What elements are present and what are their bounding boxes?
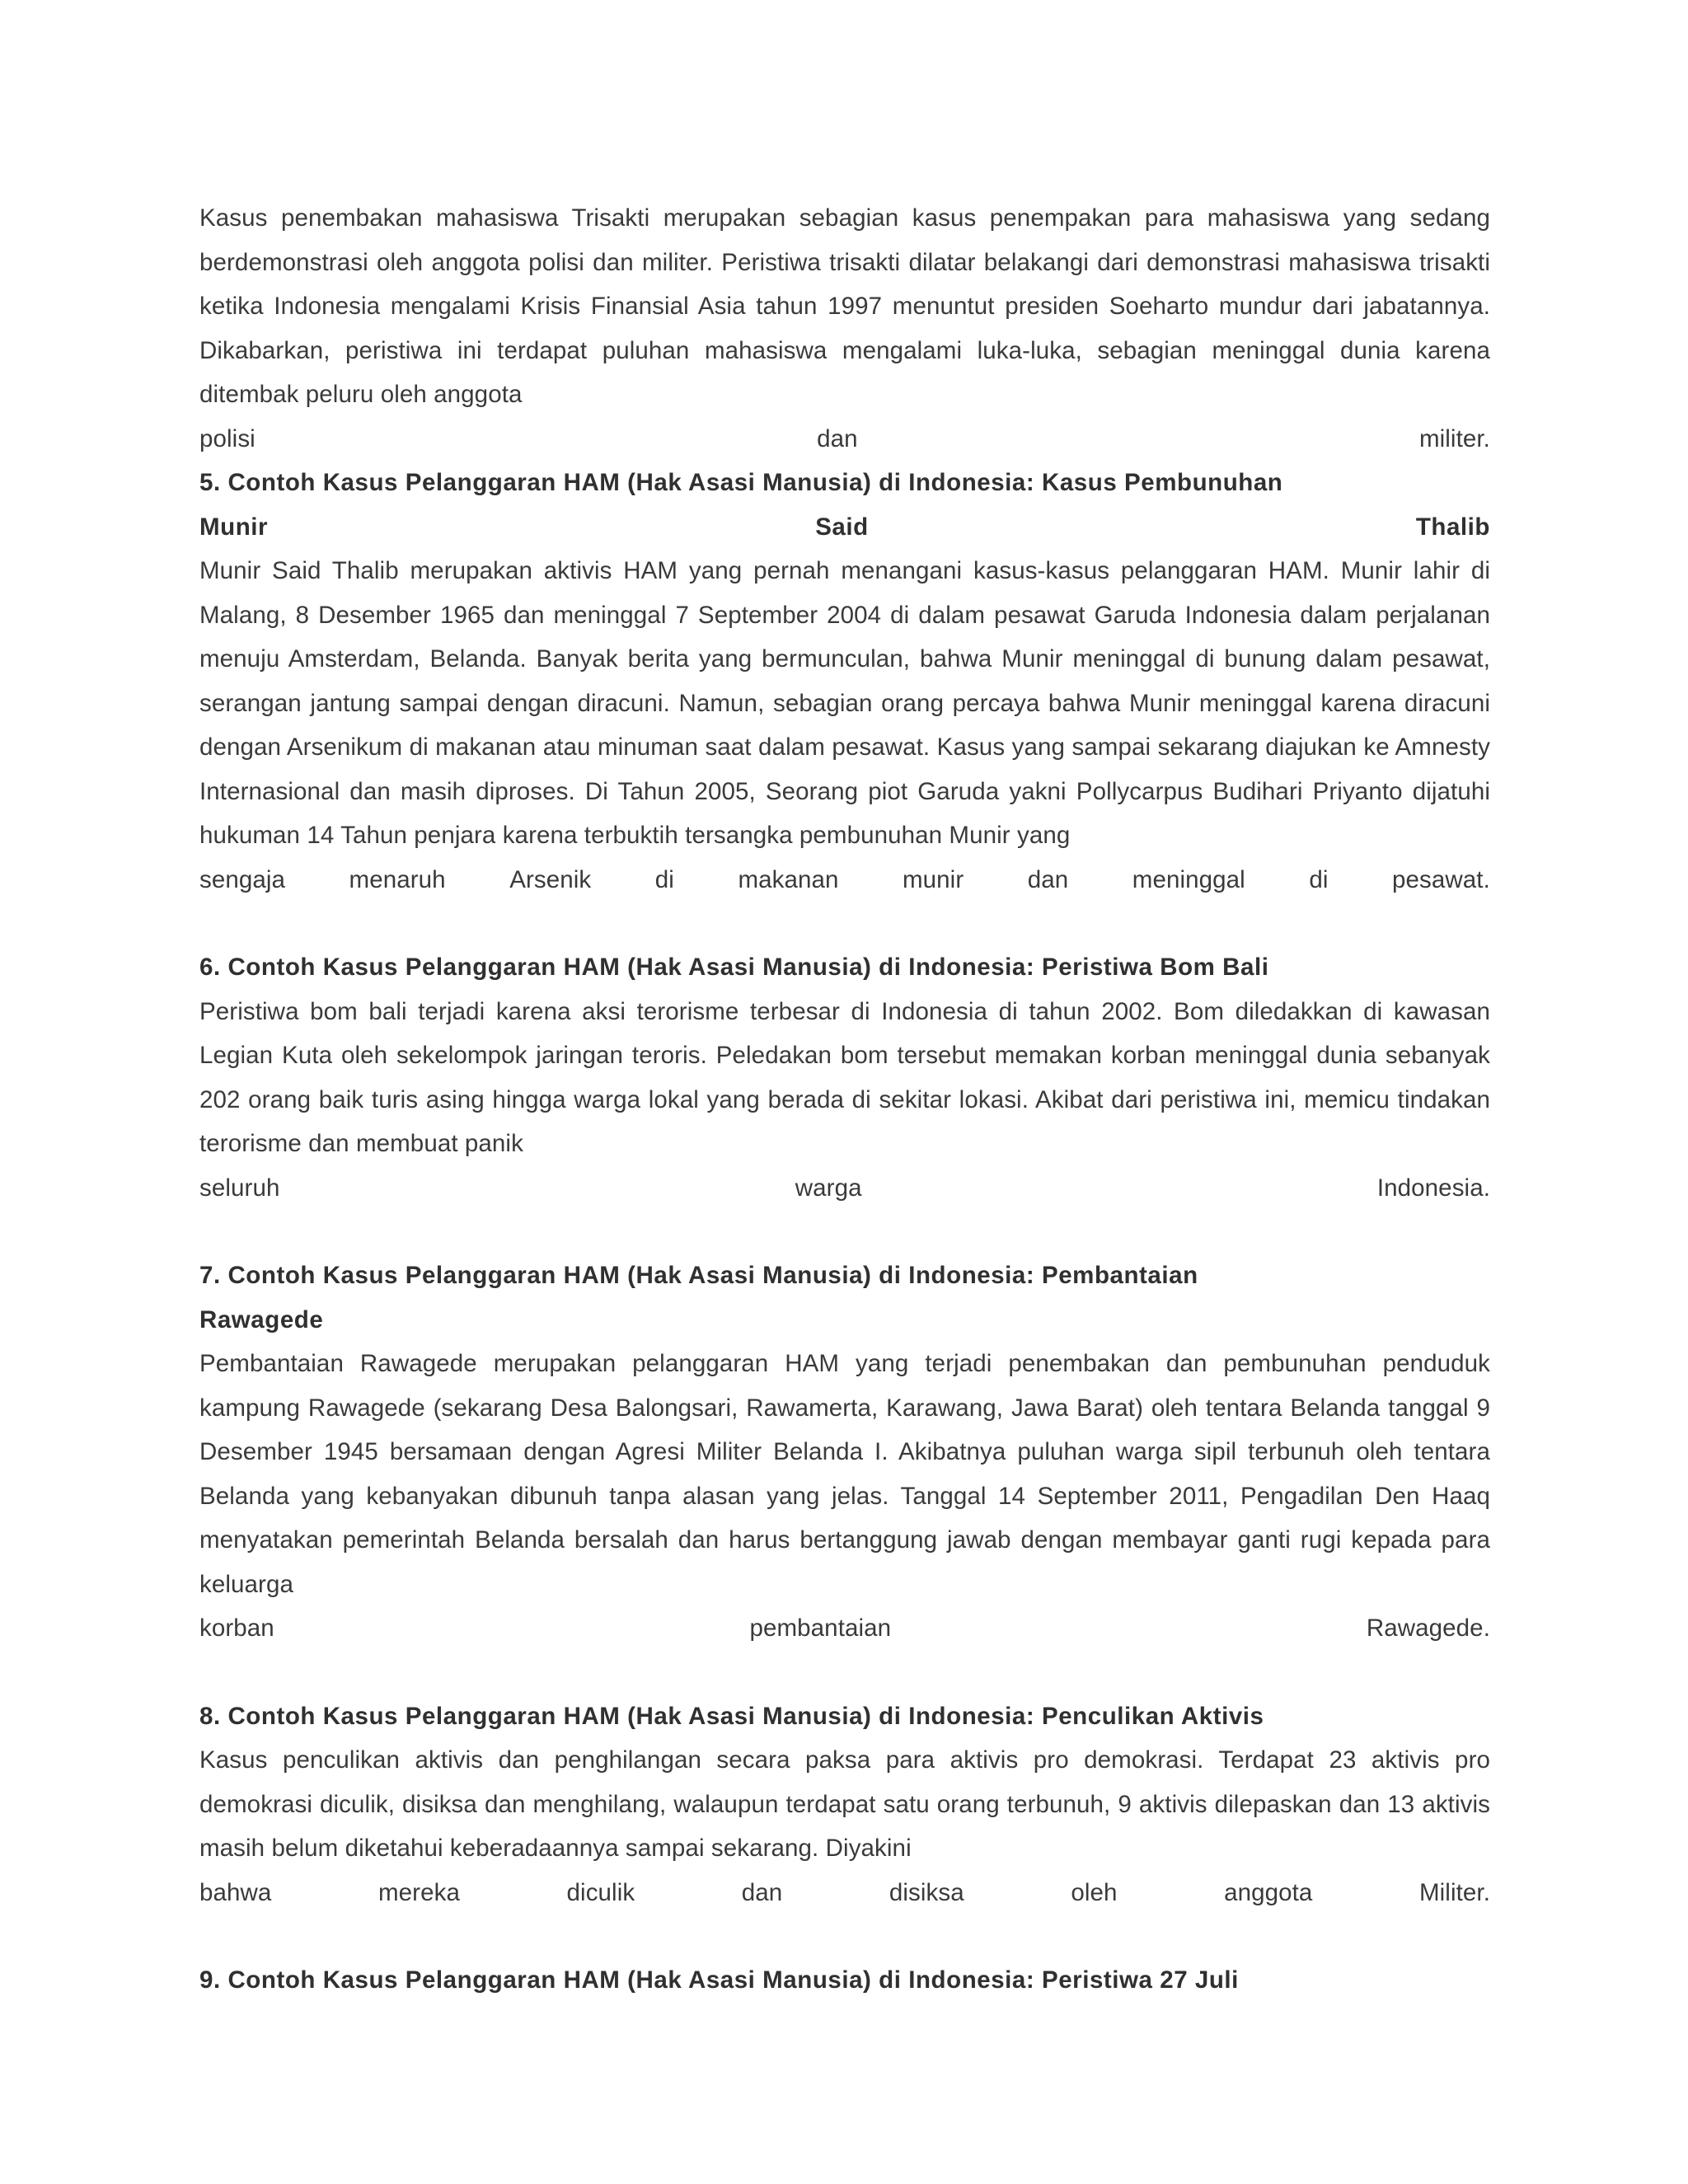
last-line-word: dan [1027, 865, 1069, 893]
block-spacer [199, 1651, 1490, 1694]
last-line-word: di [1309, 865, 1329, 893]
paragraph-penculikan-aktivis [199, 1738, 1490, 1915]
last-line-word: dan [817, 424, 858, 452]
heading-case-5-munir [199, 461, 1490, 549]
paragraph-munir [199, 549, 1490, 902]
last-line-word: warga [795, 1174, 862, 1202]
document-body [199, 196, 1490, 2003]
heading-case-8-line1: 8. Contoh Kasus Pelanggaran HAM (Hak Asasi Manusia) di Indonesia: Penculikan Aktivis [199, 1702, 1264, 1730]
last-line-word: anggota [1224, 1878, 1313, 1906]
heading-case-6-line1: 6. Contoh Kasus Pelanggaran HAM (Hak Asasi Manusia) di Indonesia: Peristiwa Bom Bali [199, 954, 1269, 981]
paragraph-bom-bali-text: Peristiwa bom bali terjadi karena aksi terorisme terbesar di Indonesia di tahun 2002. Bom diledakkan di kawasan Legian Kuta oleh sekelompok jaringan teroris. Peledakan bom tersebut memakan korban meninggal dunia sebanyak 202 orang baik turis asing hingga warga lokal yang berada di sekitar lokasi. Akibat dari peristiwa ini, memicu tindakan terorisme dan membuat panik [199, 997, 1490, 1157]
heading-case-8-penculikan-aktivis [199, 1694, 1490, 1739]
paragraph-bom-bali-last-line [199, 1166, 1490, 1211]
heading-case-9-peristiwa-27-juli [199, 1958, 1490, 2003]
last-line-word: sengaja [199, 865, 286, 893]
heading-case-5-last-line [199, 505, 1490, 550]
last-line-word: menaruh [349, 865, 446, 893]
last-line-word: bahwa [199, 1878, 272, 1906]
last-line-word: di [654, 865, 674, 893]
paragraph-bom-bali [199, 990, 1490, 1211]
paragraph-rawagede-text: Pembantaian Rawagede merupakan pelanggaran HAM yang terjadi penembakan dan pembunuhan penduduk kampung Rawagede (sekarang Desa Balongsari, Rawamerta, Karawang, Jawa Barat) oleh tentara Belanda tanggal 9 Desember 1945 bersamaan dengan Agresi Militer Belanda I. Akibatnya puluhan warga sipil terbunuh oleh tentara Belanda yang kebanyakan dibunuh tanpa alasan yang jelas. Tanggal 14 September 2011, Pengadilan Den Haaq menyatakan pemerintah Belanda bersalah dan harus bertanggung jawab dengan membayar ganti rugi kepada para keluarga [199, 1350, 1490, 1598]
last-line-word: Arsenik [509, 865, 592, 893]
last-line-word: Indonesia. [1376, 1174, 1490, 1202]
paragraph-rawagede [199, 1342, 1490, 1651]
last-line-word: diculik [566, 1878, 635, 1906]
last-line-word: mereka [378, 1878, 460, 1906]
paragraph-rawagede-last-line [199, 1606, 1490, 1651]
paragraph-trisakti [199, 196, 1490, 461]
last-line-word: Munir [199, 513, 269, 541]
block-spacer [199, 902, 1490, 945]
heading-case-9-line1: 9. Contoh Kasus Pelanggaran HAM (Hak Asasi Manusia) di Indonesia: Peristiwa 27 Juli [199, 1966, 1239, 1994]
block-spacer [199, 1915, 1490, 1958]
last-line-word: korban [199, 1615, 274, 1642]
heading-case-7-rawagede [199, 1254, 1490, 1342]
paragraph-trisakti-last-line [199, 417, 1490, 462]
heading-case-7-line2: Rawagede [199, 1305, 324, 1333]
paragraph-penculikan-last-line [199, 1871, 1490, 1915]
last-line-word: seluruh [199, 1174, 280, 1202]
last-line-word: pembantaian [749, 1615, 892, 1642]
block-spacer [199, 1210, 1490, 1254]
last-line-word: Said [815, 513, 869, 541]
last-line-word: Rawagede. [1366, 1615, 1490, 1642]
heading-case-7-line1-text: 7. Contoh Kasus Pelanggaran HAM (Hak Asasi Manusia) di Indonesia: Pembantaian [199, 1262, 1198, 1289]
last-line-word: munir [903, 865, 964, 893]
heading-case-5-line1: 5. Contoh Kasus Pelanggaran HAM (Hak Asasi Manusia) di Indonesia: Kasus Pembunuhan [199, 469, 1283, 496]
last-line-word: dan [741, 1878, 783, 1906]
heading-case-6-bom-bali [199, 945, 1490, 990]
paragraph-penculikan-text: Kasus penculikan aktivis dan penghilangan secara paksa para aktivis pro demokrasi. Terdapat 23 aktivis pro demokrasi diculik, disiksa dan menghilang, walaupun terdapat satu orang terbunuh, 9 aktivis dilepaskan dan 13 aktivis masih belum diketahui keberadaannya sampai sekarang. Diyakini [199, 1746, 1490, 1862]
paragraph-munir-text: Munir Said Thalib merupakan aktivis HAM yang pernah menangani kasus-kasus pelanggaran HAM. Munir lahir di Malang, 8 Desember 1965 dan meninggal 7 September 2004 di dalam pesawat Garuda Indonesia dalam perjalanan menuju Amsterdam, Belanda. Banyak berita yang bermunculan, bahwa Munir meninggal di bunung dalam pesawat, serangan jantung sampai dengan diracuni. Namun, sebagian orang percaya bahwa Munir meninggal karena diracuni dengan Arsenikum di makanan atau minuman saat dalam pesawat. Kasus yang sampai sekarang diajukan ke Amnesty Internasional dan masih diproses. Di Tahun 2005, Seorang piot Garuda yakni Pollycarpus Budihari Priyanto dijatuhi hukuman 14 Tahun penjara karena terbuktih tersangka pembunuhan Munir yang [199, 557, 1490, 849]
last-line-word: meninggal [1132, 865, 1245, 893]
last-line-word: militer. [1418, 424, 1490, 452]
last-line-word: Thalib [1415, 513, 1490, 541]
last-line-word: pesawat. [1392, 865, 1490, 893]
paragraph-trisakti-text: Kasus penembakan mahasiswa Trisakti merupakan sebagian kasus penempakan para mahasiswa yang sedang berdemonstrasi oleh anggota polisi dan militer. Peristiwa trisakti dilatar belakangi dari demonstrasi mahasiswa trisakti ketika Indonesia mengalami Krisis Finansial Asia tahun 1997 menuntut presiden Soeharto mundur dari jabatannya. Dikabarkan, peristiwa ini terdapat puluhan mahasiswa mengalami luka-luka, sebagian meninggal dunia karena ditembak peluru oleh anggota [199, 204, 1490, 408]
heading-case-7-line1 [199, 1254, 1490, 1298]
last-line-word: polisi [199, 424, 256, 452]
paragraph-munir-last-line [199, 858, 1490, 902]
last-line-word: disiksa [889, 1878, 964, 1906]
last-line-word: makanan [738, 865, 839, 893]
last-line-word: Militer. [1418, 1878, 1490, 1906]
last-line-word: oleh [1071, 1878, 1118, 1906]
